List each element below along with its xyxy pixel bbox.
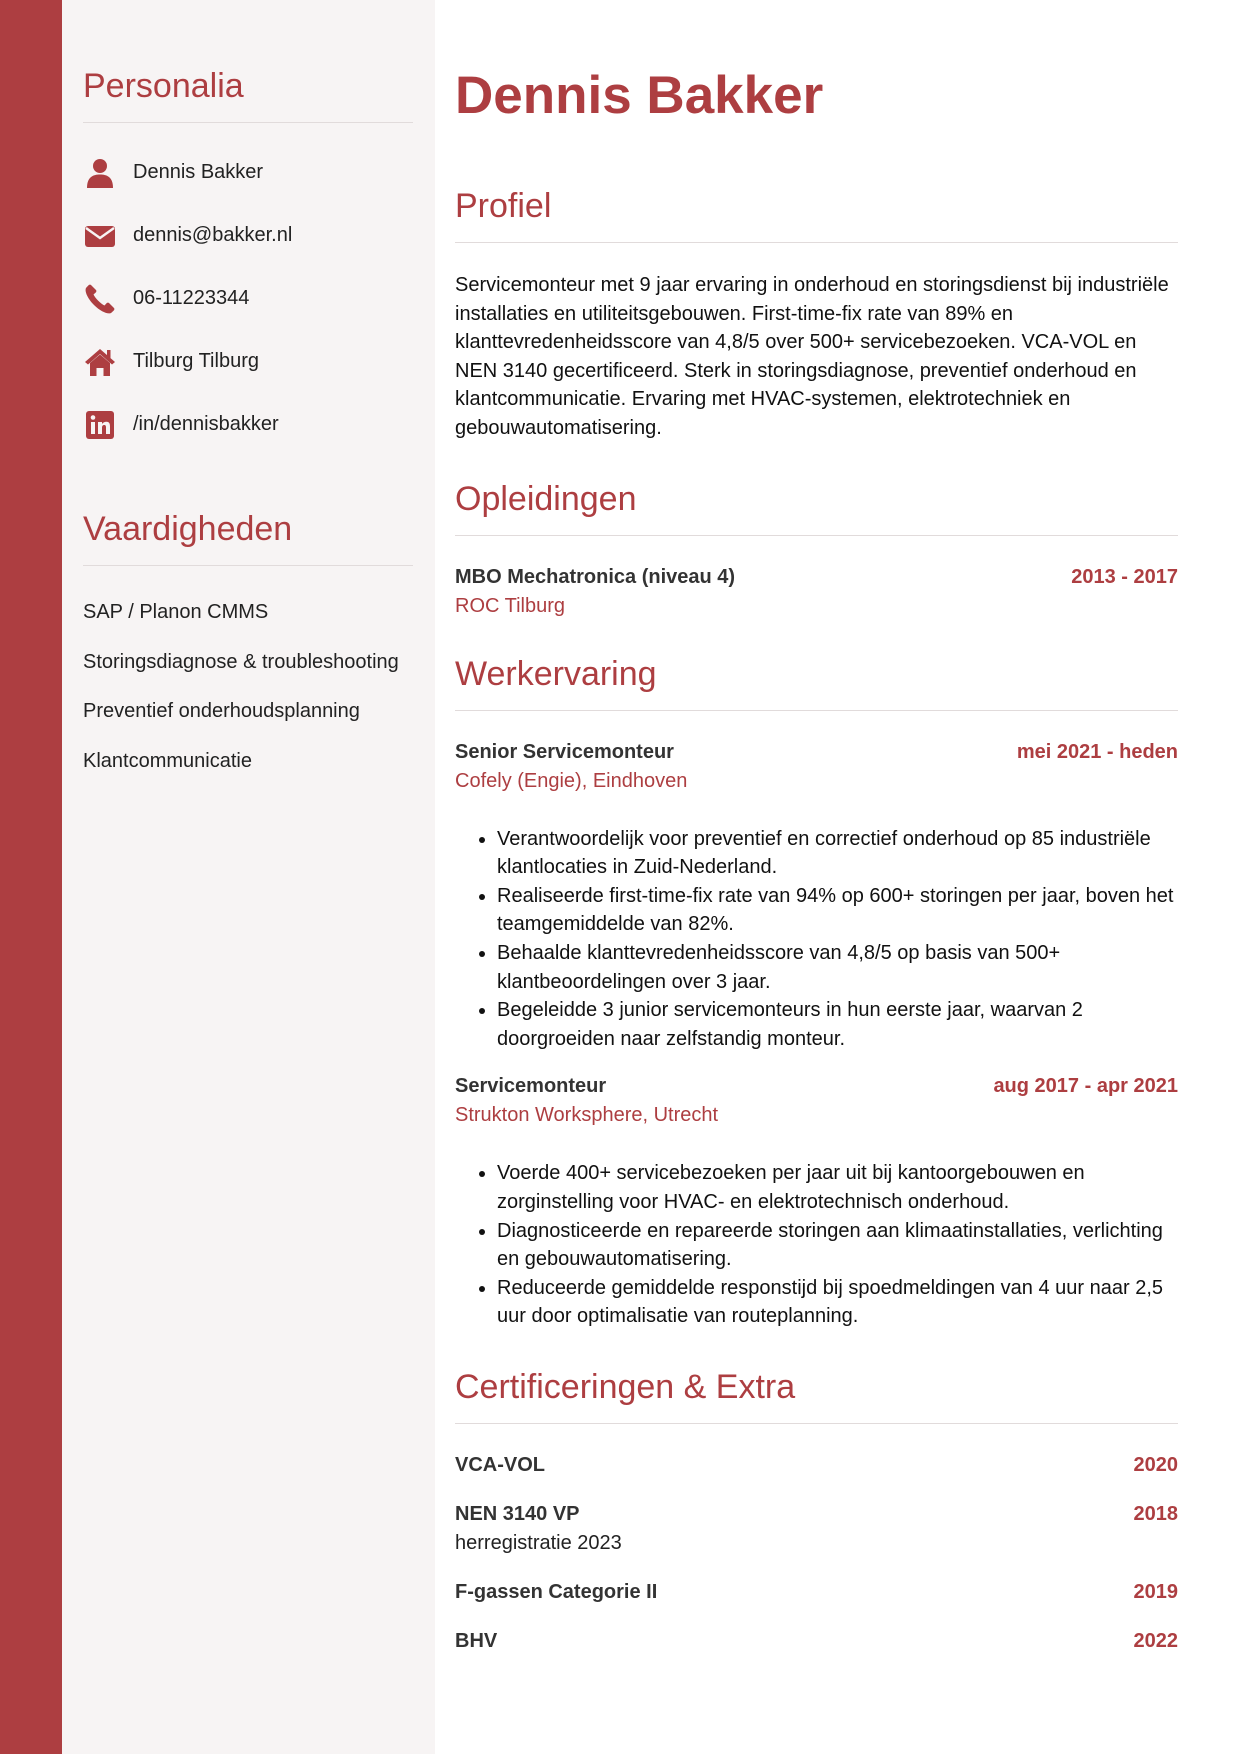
list-item: • Begeleidde 3 junior servicemonteurs in hun eerste jaar, waarvan 2 doorgroeiden naar zelfstandig monteur. <box>497 996 1178 1053</box>
cert-note: herregistratie 2023 <box>455 1531 622 1554</box>
user-icon <box>83 156 117 190</box>
cert-title: F-gassen Categorie II <box>455 1580 658 1603</box>
cert-year: 2022 <box>1133 1629 1178 1652</box>
education-entry <box>455 566 1178 618</box>
main-content <box>455 60 1178 1653</box>
cert-entry <box>455 1581 1178 1604</box>
work-heading: Werkervaring <box>455 654 657 693</box>
cert-title: VCA-VOL <box>455 1453 545 1476</box>
cert-year: 2018 <box>1133 1502 1178 1525</box>
profile-heading: Profiel <box>455 187 552 225</box>
envelope-icon <box>83 219 117 253</box>
contact-item-location <box>83 330 413 393</box>
list-item: • Voerde 400+ servicebezoeken per jaar uit bij kantoorgebouwen en zorginstelling voor HVAC- en elektrotechnisch onderhoud. <box>497 1159 1178 1216</box>
divider <box>455 242 1178 243</box>
skill-item: SAP / Planon CMMS <box>83 601 269 623</box>
contact-item-email <box>83 204 413 267</box>
cert-year: 2020 <box>1133 1453 1178 1476</box>
job-date: aug 2017 - apr 2021 <box>993 1075 1178 1098</box>
sidebar <box>62 0 435 1754</box>
education-title: MBO Mechatronica (niveau 4) <box>455 565 736 588</box>
contact-item-phone <box>83 267 413 330</box>
personal-heading: Personalia <box>83 67 244 105</box>
contact-phone: 06-11223344 <box>133 287 250 309</box>
education-section <box>455 475 1178 618</box>
list-item: • Verantwoordelijk voor preventief en correctief onderhoud op 85 industriële klantlocaties in Zuid-Nederland. <box>497 825 1178 882</box>
education-date: 2013 - 2017 <box>1071 565 1178 588</box>
cert-entry <box>455 1630 1178 1653</box>
job-title: Senior Servicemonteur <box>455 740 674 763</box>
job-date: mei 2021 - heden <box>1016 740 1178 763</box>
skill-item: Preventief onderhoudsplanning <box>83 700 360 722</box>
cert-title: NEN 3140 VP <box>455 1502 580 1525</box>
contact-email[interactable]: dennis@bakker.nl <box>133 224 293 246</box>
phone-icon <box>83 282 117 316</box>
job-title: Servicemonteur <box>455 1075 607 1098</box>
skill-item: Storingsdiagnose & troubleshooting <box>83 650 399 673</box>
education-heading: Opleidingen <box>455 479 637 518</box>
cert-entry <box>455 1454 1178 1477</box>
job-company: Strukton Worksphere, Utrecht <box>455 1104 719 1127</box>
skills-list <box>83 588 413 786</box>
list-item: • Reduceerde gemiddelde responstijd bij spoedmeldingen van 4 uur naar 2,5 uur door optimalisatie van routeplanning. <box>497 1274 1178 1331</box>
cert-year: 2019 <box>1133 1580 1178 1603</box>
profile-text: Servicemonteur met 9 jaar ervaring in onderhoud en storingsdienst bij industriële installaties en utiliteitsgebouwen. First-time-fix rate van 89% en klanttevredenheidsscore van 4,8/5 over 500+ servicebezoeken. VCA-VOL en NEN 3140 gecertificeerd. Sterk in storingsdiagnose, preventief onderhoud en klantcommunicatie. Ervaring met HVAC-systemen, elektrotechniek en gebouwautomatisering. <box>455 274 1169 439</box>
contact-list <box>83 141 413 456</box>
linkedin-icon <box>83 408 117 442</box>
divider <box>83 565 413 566</box>
certifications-section <box>455 1363 1178 1653</box>
job-company: Cofely (Engie), Eindhoven <box>455 769 688 792</box>
divider <box>455 535 1178 536</box>
work-section <box>455 650 1178 1331</box>
divider <box>455 1423 1178 1424</box>
contact-location: Tilburg Tilburg <box>133 350 259 372</box>
list-item: • Behaalde klanttevredenheidsscore van 4,8/5 op basis van 500+ klantbeoordelingen over 3 jaar. <box>497 939 1178 996</box>
contact-item-name <box>83 141 413 204</box>
job-bullets <box>455 1159 1178 1331</box>
contact-name: Dennis Bakker <box>133 161 264 183</box>
skills-heading: Vaardigheden <box>83 510 293 548</box>
candidate-name: Dennis Bakker <box>455 66 824 125</box>
profile-section <box>455 182 1178 443</box>
divider <box>455 710 1178 711</box>
certifications-heading: Certificeringen & Extra <box>455 1367 796 1406</box>
accent-bar <box>0 0 62 1754</box>
work-entry <box>455 1075 1178 1331</box>
skill-item: Klantcommunicatie <box>83 749 252 772</box>
contact-linkedin[interactable]: /in/dennisbakker <box>133 413 279 435</box>
divider <box>83 122 413 123</box>
home-icon <box>83 345 117 379</box>
education-institution: ROC Tilburg <box>455 594 566 617</box>
cert-entry <box>455 1503 1178 1555</box>
sidebar-content <box>83 62 413 786</box>
work-entry <box>455 741 1178 1054</box>
list-item: • Diagnosticeerde en repareerde storingen aan klimaatinstallaties, verlichting en gebouwautomatisering. <box>497 1217 1178 1274</box>
job-bullets <box>455 825 1178 1054</box>
list-item: • Realiseerde first-time-fix rate van 94% op 600+ storingen per jaar, boven het teamgemiddelde van 82%. <box>497 882 1178 939</box>
contact-item-linkedin <box>83 393 413 456</box>
cert-title: BHV <box>455 1629 498 1652</box>
